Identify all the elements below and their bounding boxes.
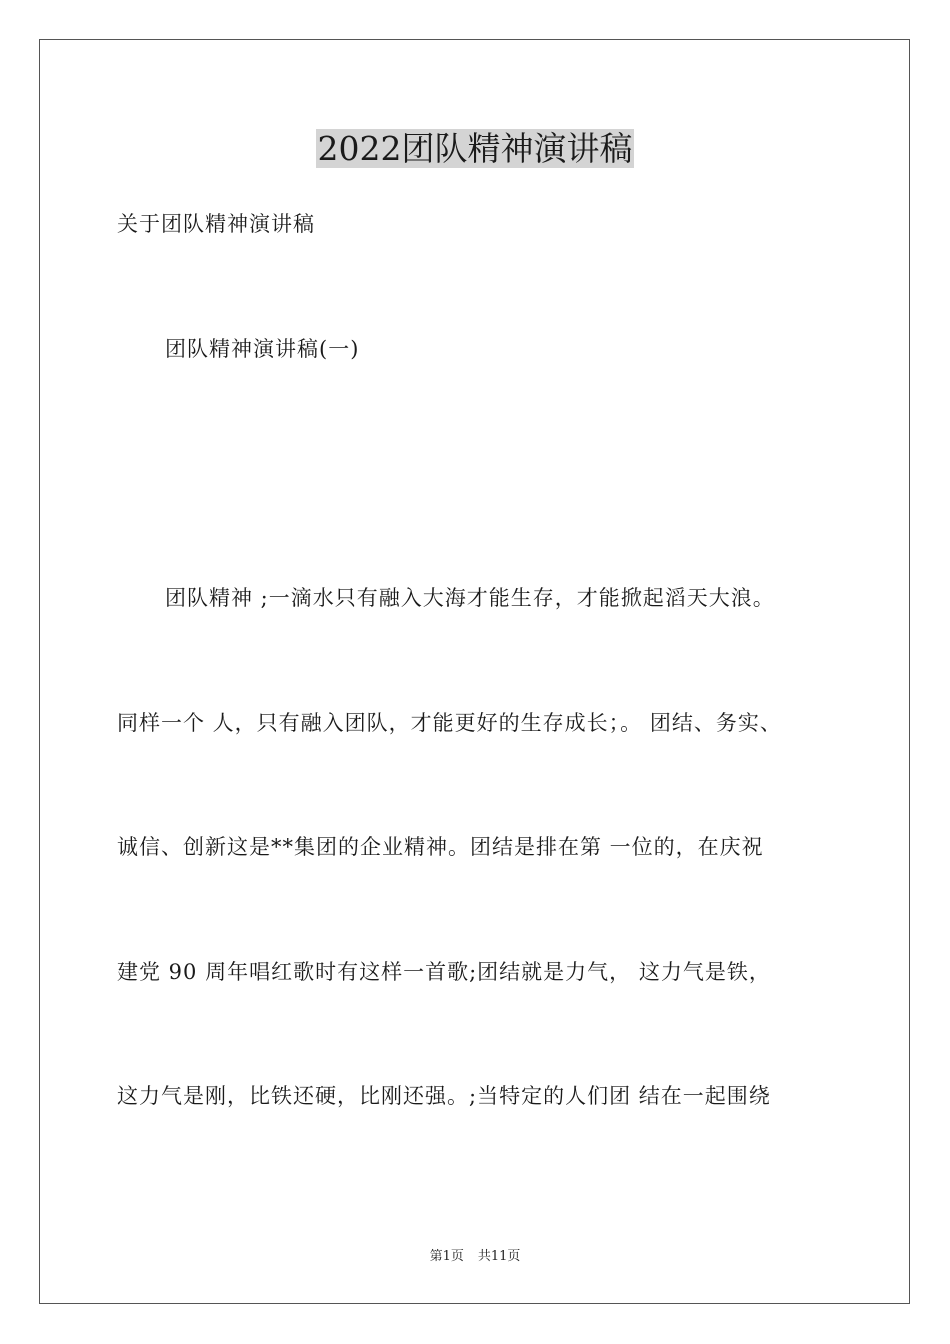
document-subtitle: 关于团队精神演讲稿 — [117, 212, 315, 236]
document-title-text: 2022团队精神演讲稿 — [317, 129, 633, 168]
paragraph-line-5: 这力气是刚，比铁还硬，比刚还强。;当特定的人们团 结在一起围绕 — [117, 1084, 771, 1108]
document-title — [0, 128, 950, 170]
paragraph-line-4: 建党 90 周年唱红歌时有这样一首歌;团结就是力气， 这力气是铁， — [117, 960, 771, 984]
page-footer — [0, 1248, 950, 1266]
paragraph-line-3: 诚信、创新这是**集团的企业精神。团结是排在第 一位的，在庆祝 — [117, 835, 764, 859]
paragraph-line-1: 团队精神 ;一滴水只有融入大海才能生存，才能掀起滔天大浪。 — [165, 586, 775, 610]
section-heading: 团队精神演讲稿(一) — [165, 337, 360, 361]
page-number-total: 共11页 — [477, 1249, 521, 1264]
paragraph-line-2: 同样一个 人，只有融入团队，才能更好的生存成长；。 团结、务实、 — [117, 711, 782, 735]
page-number-current: 第1页 — [429, 1249, 464, 1264]
